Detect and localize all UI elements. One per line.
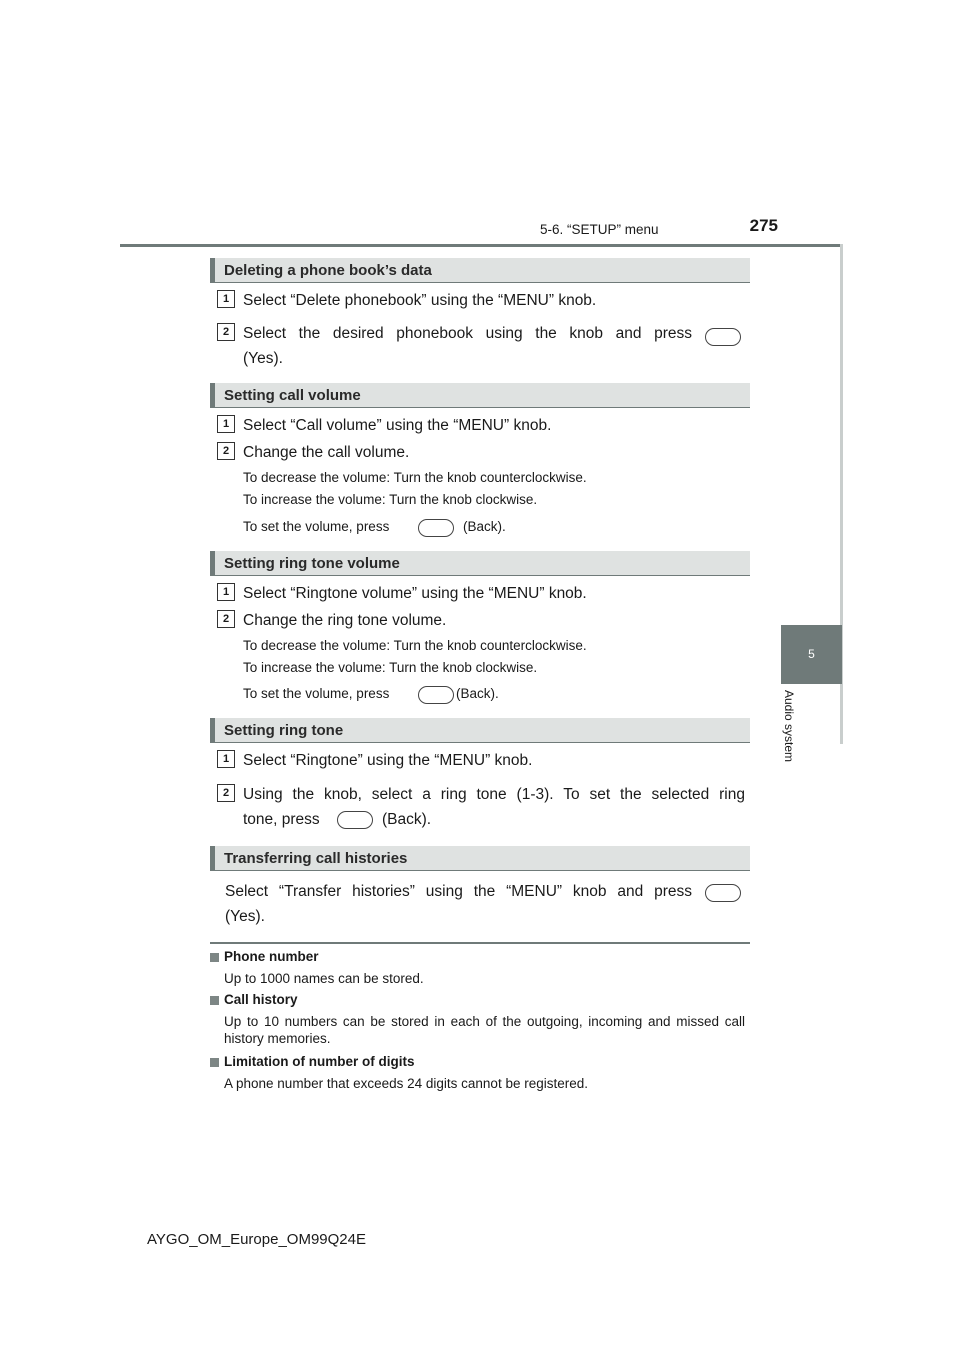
- section-heading-call-volume: [210, 383, 750, 408]
- note-text: To set the volume, press: [243, 519, 390, 534]
- button-icon: [705, 328, 741, 346]
- header-divider: [120, 244, 842, 247]
- instruction-text: Select “Transfer histories” using the “MENU” knob and press: [225, 883, 692, 900]
- button-icon: [418, 686, 454, 704]
- section-title: 5-6. “SETUP” menu: [540, 222, 659, 237]
- note-text: (Back).: [463, 519, 506, 534]
- chapter-tab: 5: [781, 625, 842, 684]
- page-number: 275: [749, 216, 778, 235]
- step-text: Using the knob, select a ring tone (1-3). To set the selected ring: [243, 786, 745, 803]
- button-icon: [705, 884, 741, 902]
- step-text-continued: tone, press: [243, 811, 320, 828]
- button-icon: [337, 811, 373, 829]
- note-title: Phone number: [224, 949, 319, 964]
- step-marker: 1: [217, 415, 235, 433]
- note-text: To increase the volume: Turn the knob clockwise.: [243, 660, 538, 675]
- note-text: To set the volume, press: [243, 686, 390, 701]
- note-title: Limitation of number of digits: [224, 1054, 415, 1069]
- step-text: Select “Ringtone” using the “MENU” knob.: [243, 752, 533, 769]
- section-heading-ring-tone: [210, 718, 750, 743]
- section-heading-ring-tone-volume: [210, 551, 750, 576]
- note-text: To increase the volume: Turn the knob clockwise.: [243, 492, 538, 507]
- step-marker: 2: [217, 610, 235, 628]
- step-marker: 2: [217, 323, 235, 341]
- note-text: To decrease the volume: Turn the knob counterclockwise.: [243, 638, 587, 653]
- square-bullet-icon: [210, 996, 219, 1005]
- document-code: AYGO_OM_Europe_OM99Q24E: [147, 1231, 366, 1248]
- step-marker: 1: [217, 750, 235, 768]
- step-text: Select “Delete phonebook” using the “MENU” knob.: [243, 292, 597, 309]
- heading-text: Setting ring tone: [224, 722, 344, 739]
- step-text: Select the desired phonebook using the knob and press: [243, 325, 692, 342]
- step-marker: 1: [217, 290, 235, 308]
- square-bullet-icon: [210, 1058, 219, 1067]
- note-title: Call history: [224, 992, 298, 1007]
- note-text: A phone number that exceeds 24 digits cannot be registered.: [224, 1076, 588, 1091]
- heading-text: Transferring call histories: [224, 850, 408, 867]
- step-text: Select “Ringtone volume” using the “MENU” knob.: [243, 585, 587, 602]
- heading-text: Setting ring tone volume: [224, 555, 400, 572]
- notes-divider: [210, 942, 750, 944]
- step-text-continued: (Back).: [382, 811, 432, 828]
- step-text: Select “Call volume” using the “MENU” knob.: [243, 417, 552, 434]
- chapter-label: [782, 690, 802, 780]
- step-text-continued: (Yes).: [243, 350, 283, 367]
- note-text: Up to 10 numbers can be stored in each of the outgoing, incoming and missed call history memories.: [224, 1014, 745, 1046]
- section-heading-transfer-histories: [210, 846, 750, 871]
- note-text: (Back).: [456, 686, 499, 701]
- heading-text: Deleting a phone book’s data: [224, 262, 432, 279]
- note-text: Up to 1000 names can be stored.: [224, 971, 424, 986]
- heading-text: Setting call volume: [224, 387, 361, 404]
- step-marker: 2: [217, 442, 235, 460]
- square-bullet-icon: [210, 953, 219, 962]
- note-text: To decrease the volume: Turn the knob counterclockwise.: [243, 470, 587, 485]
- step-text: Change the call volume.: [243, 444, 410, 461]
- step-marker: 1: [217, 583, 235, 601]
- button-icon: [418, 519, 454, 537]
- instruction-text-continued: (Yes).: [225, 908, 265, 925]
- chapter-label-text: Audio system: [782, 690, 796, 763]
- step-text: Change the ring tone volume.: [243, 612, 447, 629]
- section-heading-delete-phonebook: [210, 258, 750, 283]
- step-marker: 2: [217, 784, 235, 802]
